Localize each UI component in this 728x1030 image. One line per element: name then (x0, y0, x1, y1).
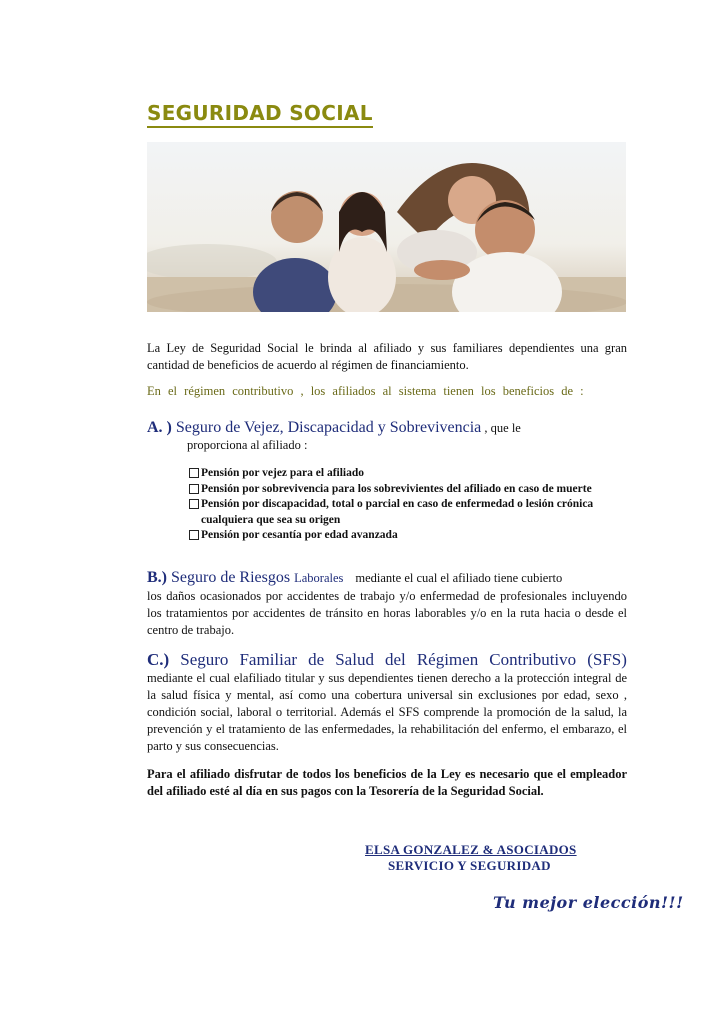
section-c-body: mediante el cual elafiliado titular y sus dependientes tienen derecho a la protección integral de la salud física y mental, así como una cobertura universal sin exclusiones por edad, sexo , condición social, laboral o territorial. Además el SFS comprende la promoción de la salud, la prevención y el tratamiento de las enfermedades, la rehabilitación del enfermo, el embarazo, el parto y sus consecuencias. (147, 671, 627, 753)
section-a-heading (147, 418, 627, 438)
intro-paragraph: La Ley de Seguridad Social le brinda al afiliado y sus familiares dependientes una gran cantidad de beneficios de acuerdo al régimen de financiamiento. (147, 341, 627, 372)
section-b-tail: mediante el cual el afiliado tiene cubierto (355, 571, 563, 585)
section-c-word: Salud (335, 650, 374, 669)
family-photo (147, 142, 626, 312)
section-c-letter: C.) (147, 650, 170, 669)
list-item: Pensión por discapacidad, total o parcial en caso de enfermedad o lesión crónica cualquiera que sea su origen (189, 497, 599, 528)
section-a-tail: , que le (481, 421, 521, 435)
section-c-word: de (308, 650, 325, 669)
list-item: Pensión por cesantía por edad avanzada (189, 528, 599, 544)
section-c-word: Contributivo (489, 650, 577, 669)
slogan: Tu mejor elección!!! (493, 893, 684, 912)
section-b-body: los daños ocasionados por accidentes de trabajo y/o enfermedad de profesionales incluyendo los tratamientos por accidentes de tránsito en horas laborables y/o en la ruta hacia o desde el centro de trabajo. (147, 589, 627, 637)
checkbox-icon (189, 499, 199, 509)
page-title: SEGURIDAD SOCIAL (147, 100, 373, 128)
closing-paragraph: Para el afiliado disfrutar de todos los beneficios de la Ley es necesario que el empleador del afiliado esté al día en sus pagos con la Tesorería de la Seguridad Social. (147, 767, 627, 798)
section-a-continuation: proporciona al afiliado : (187, 438, 308, 452)
section-b-title-small: Laborales (294, 571, 344, 585)
section-b-letter: B.) (147, 569, 167, 586)
section-a-title: Seguro de Vejez, Discapacidad y Sobrevivencia (175, 419, 482, 436)
company-tagline: SERVICIO Y SEGURIDAD (388, 858, 551, 873)
section-c-word: Familiar (239, 650, 298, 669)
section-b-title: Seguro de Riesgos (171, 569, 291, 586)
section-c-word: (SFS) (587, 650, 627, 669)
list-item: Pensión por sobrevivencia para los sobrevivientes del afiliado en caso de muerte (189, 482, 599, 498)
regime-paragraph: En el régimen contributivo , los afiliados al sistema tienen los beneficios de : (147, 384, 584, 398)
list-item: Pensión por vejez para el afiliado (189, 466, 599, 482)
company-name: ELSA GONZALEZ & ASOCIADOS (365, 842, 577, 857)
section-c-word: del (385, 650, 406, 669)
benefits-list (189, 466, 599, 544)
section-c-word: Régimen (416, 650, 479, 669)
section-c-heading (147, 650, 627, 670)
section-c-word: Seguro (180, 650, 229, 669)
checkbox-icon (189, 484, 199, 494)
checkbox-icon (189, 468, 199, 478)
checkbox-icon (189, 530, 199, 540)
section-b-heading (147, 568, 627, 588)
section-a-letter: A. ) (147, 419, 172, 436)
